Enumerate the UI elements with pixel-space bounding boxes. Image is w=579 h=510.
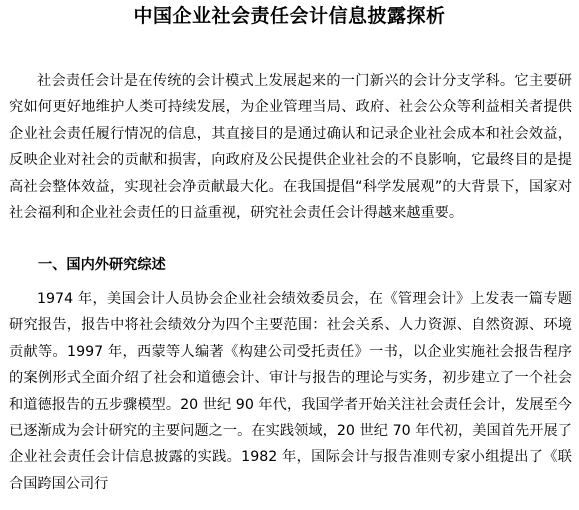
section-heading: 一、国内外研究综述 <box>38 257 166 273</box>
document-title: 中国企业社会责任会计信息披露探析 <box>133 5 446 27</box>
research-review-paragraph: 1974 年，美国会计人员协会企业社会绩效委员会，在《管理会计》上发表一篇专题研究报告，报告中将社会绩效分为四个主要范围：社会关系、人力资源、自然资源、环境贡献等。1997 年，西蒙等人编著《构建公司受托责任》一书，以企业实施社会报告程序的案例形式全面介绍了社会和道德会计、审计与报告的理论与实务，初步建立了一个社会和道德报告的五步骤模型。20 世纪 90 年代，我国学者开始关注社会责任会计，发展至今已逐渐成为会计研究的主要问题之一。在实践领域，20 世纪 70 年代初，美国首先开展了企业社会责任会计信息披露的实践。1982 年，国际会计与报告准则专家小组提出了《联合国跨国公司行 <box>9 291 572 492</box>
intro-paragraph: 社会责任会计是在传统的会计模式上发展起来的一门新兴的会计分支学科。它主要研究如何更好地维护人类可持续发展，为企业管理当局、政府、社会公众等利益相关者提供企业社会责任履行情况的信息，其直接目的是通过确认和记录企业社会成本和社会效益，反映企业对社会的贡献和损害，向政府及公民提供企业社会的不良影响，它最终目的是提高社会整体效益，实现社会净贡献最大化。在我国提倡“科学发展观”的大背景下，国家对社会福利和企业社会责任的日益重视，研究社会责任会计得越来越重要。 <box>9 73 572 222</box>
